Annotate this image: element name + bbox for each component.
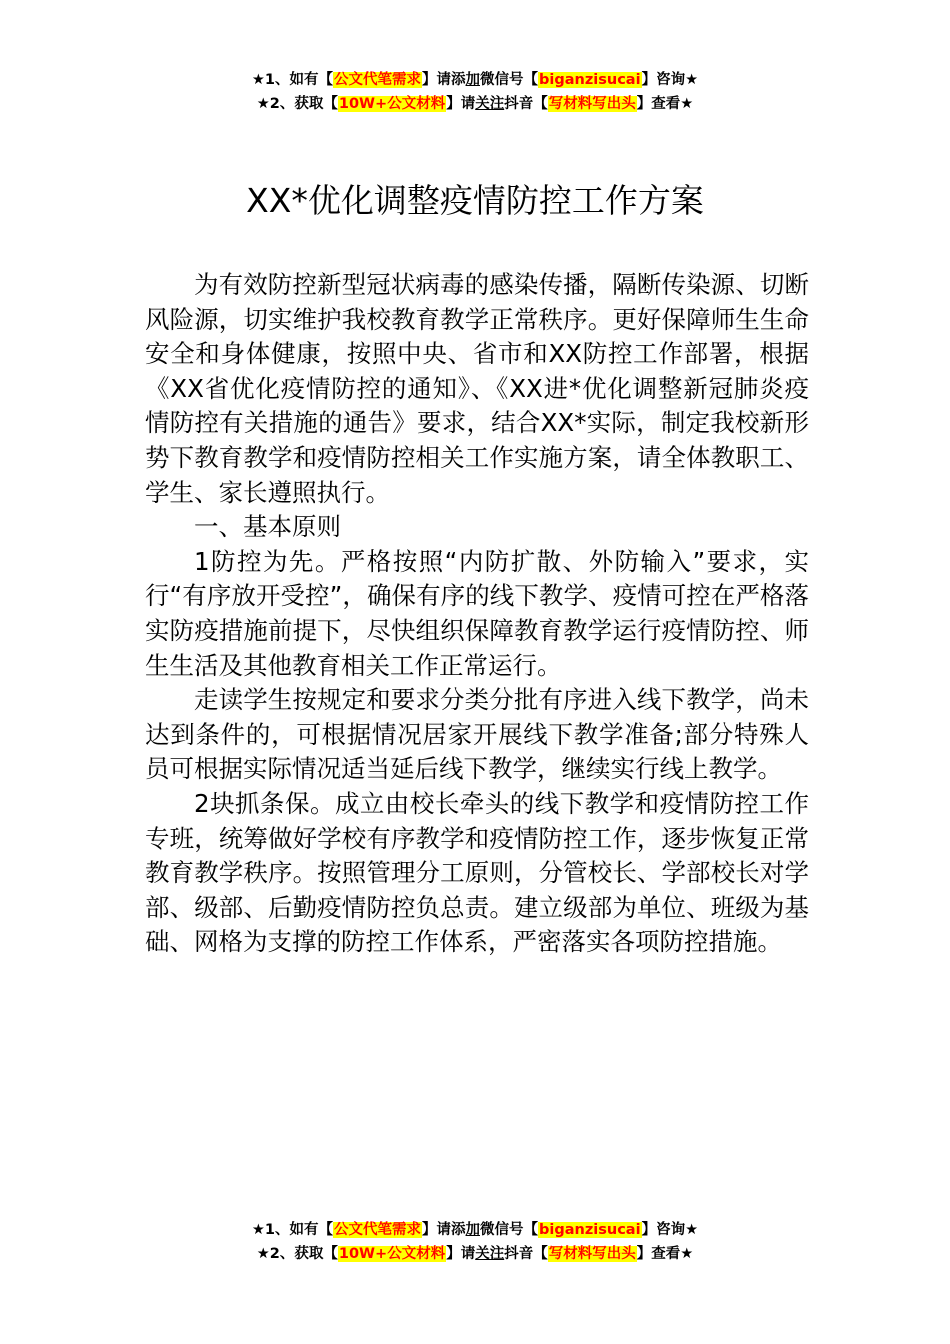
banner-highlight: 公文代笔需求 xyxy=(334,1222,422,1238)
banner-underlined-text: 关注 xyxy=(475,1246,505,1262)
banner-text: 】请 xyxy=(446,96,476,112)
banner-text: 】查看★ xyxy=(636,1246,694,1262)
banner-text: ★2、获取【 xyxy=(256,1246,338,1262)
banner-text: 】咨询★ xyxy=(641,1222,699,1238)
banner-highlight: biganzisucai xyxy=(539,72,641,88)
banner-text: ★1、如有【 xyxy=(251,72,334,88)
paragraph-intro: 为有效防控新型冠状病毒的感染传播，隔断传染源、切断风险源，切实维护我校教育教学正常秩序。更好保障师生生命安全和身体健康，按照中央、省市和XX防控工作部署，根据《XX省优化疫情防控的通知》、《XX进*优化调整新冠肺炎疫情防控有关措施的通告》要求，结合XX*实际，制定我校新形势下教育教学和疫情防控相关工作实施方案，请全体教职工、学生、家长遵照执行。 xyxy=(145,270,809,507)
banner-text: 微信号【 xyxy=(480,1222,539,1238)
banner-line-1 xyxy=(0,68,950,92)
banner-highlight: 10W+公文材料 xyxy=(338,1246,446,1262)
banner-text: 】查看★ xyxy=(636,96,694,112)
banner-text: ★1、如有【 xyxy=(251,1222,334,1238)
banner-text: 微信号【 xyxy=(480,72,539,88)
banner-text: 】咨询★ xyxy=(641,72,699,88)
banner-text: 】请添 xyxy=(422,72,466,88)
footer-banner xyxy=(0,1218,950,1266)
banner-line-2 xyxy=(0,1242,950,1266)
banner-text: 抖音【 xyxy=(504,96,548,112)
paragraph-principle-1: 1防控为先。严格按照“内防扩散、外防输入”要求，实行“有序放开受控”，确保有序的线下教学、疫情可控在严格落实防疫措施前提下，尽快组织保障教育教学运行疫情防控、师生生活及其他教育相关工作正常运行。 xyxy=(145,546,809,680)
banner-line-1 xyxy=(0,1218,950,1242)
banner-line-2 xyxy=(0,92,950,116)
header-banner xyxy=(0,68,950,116)
paragraph-principle-2: 2块抓条保。成立由校长牵头的线下教学和疫情防控工作专班，统筹做好学校有序教学和疫情防控工作，逐步恢复正常教育教学秩序。按照管理分工原则，分管校长、学部校长对学部、级部、后勤疫情防控负总责。建立级部为单位、班级为基础、网格为支撑的防控工作体系，严密落实各项防控措施。 xyxy=(145,788,809,957)
section-heading: 一、基本原则 xyxy=(194,512,341,542)
banner-text: 抖音【 xyxy=(504,1246,548,1262)
banner-highlight: 写材料写出头 xyxy=(548,96,636,112)
paragraph-commuting-students: 走读学生按规定和要求分类分批有序进入线下教学，尚未达到条件的，可根据情况居家开展线下教学准备;部分特殊人员可根据实际情况适当延后线下教学，继续实行线上教学。 xyxy=(145,685,809,784)
banner-text: 】请 xyxy=(446,1246,476,1262)
banner-underlined-text: 加 xyxy=(465,1222,481,1238)
banner-highlight: 公文代笔需求 xyxy=(334,72,422,88)
document-title: XX*优化调整疫情防控工作方案 xyxy=(246,181,704,220)
document-body xyxy=(145,268,809,960)
banner-underlined-text: 关注 xyxy=(475,96,505,112)
banner-highlight: biganzisucai xyxy=(539,1222,641,1238)
banner-highlight: 写材料写出头 xyxy=(548,1246,636,1262)
banner-underlined-text: 加 xyxy=(465,72,481,88)
banner-text: ★2、获取【 xyxy=(256,96,338,112)
banner-highlight: 10W+公文材料 xyxy=(338,96,446,112)
banner-text: 】请添 xyxy=(422,1222,466,1238)
